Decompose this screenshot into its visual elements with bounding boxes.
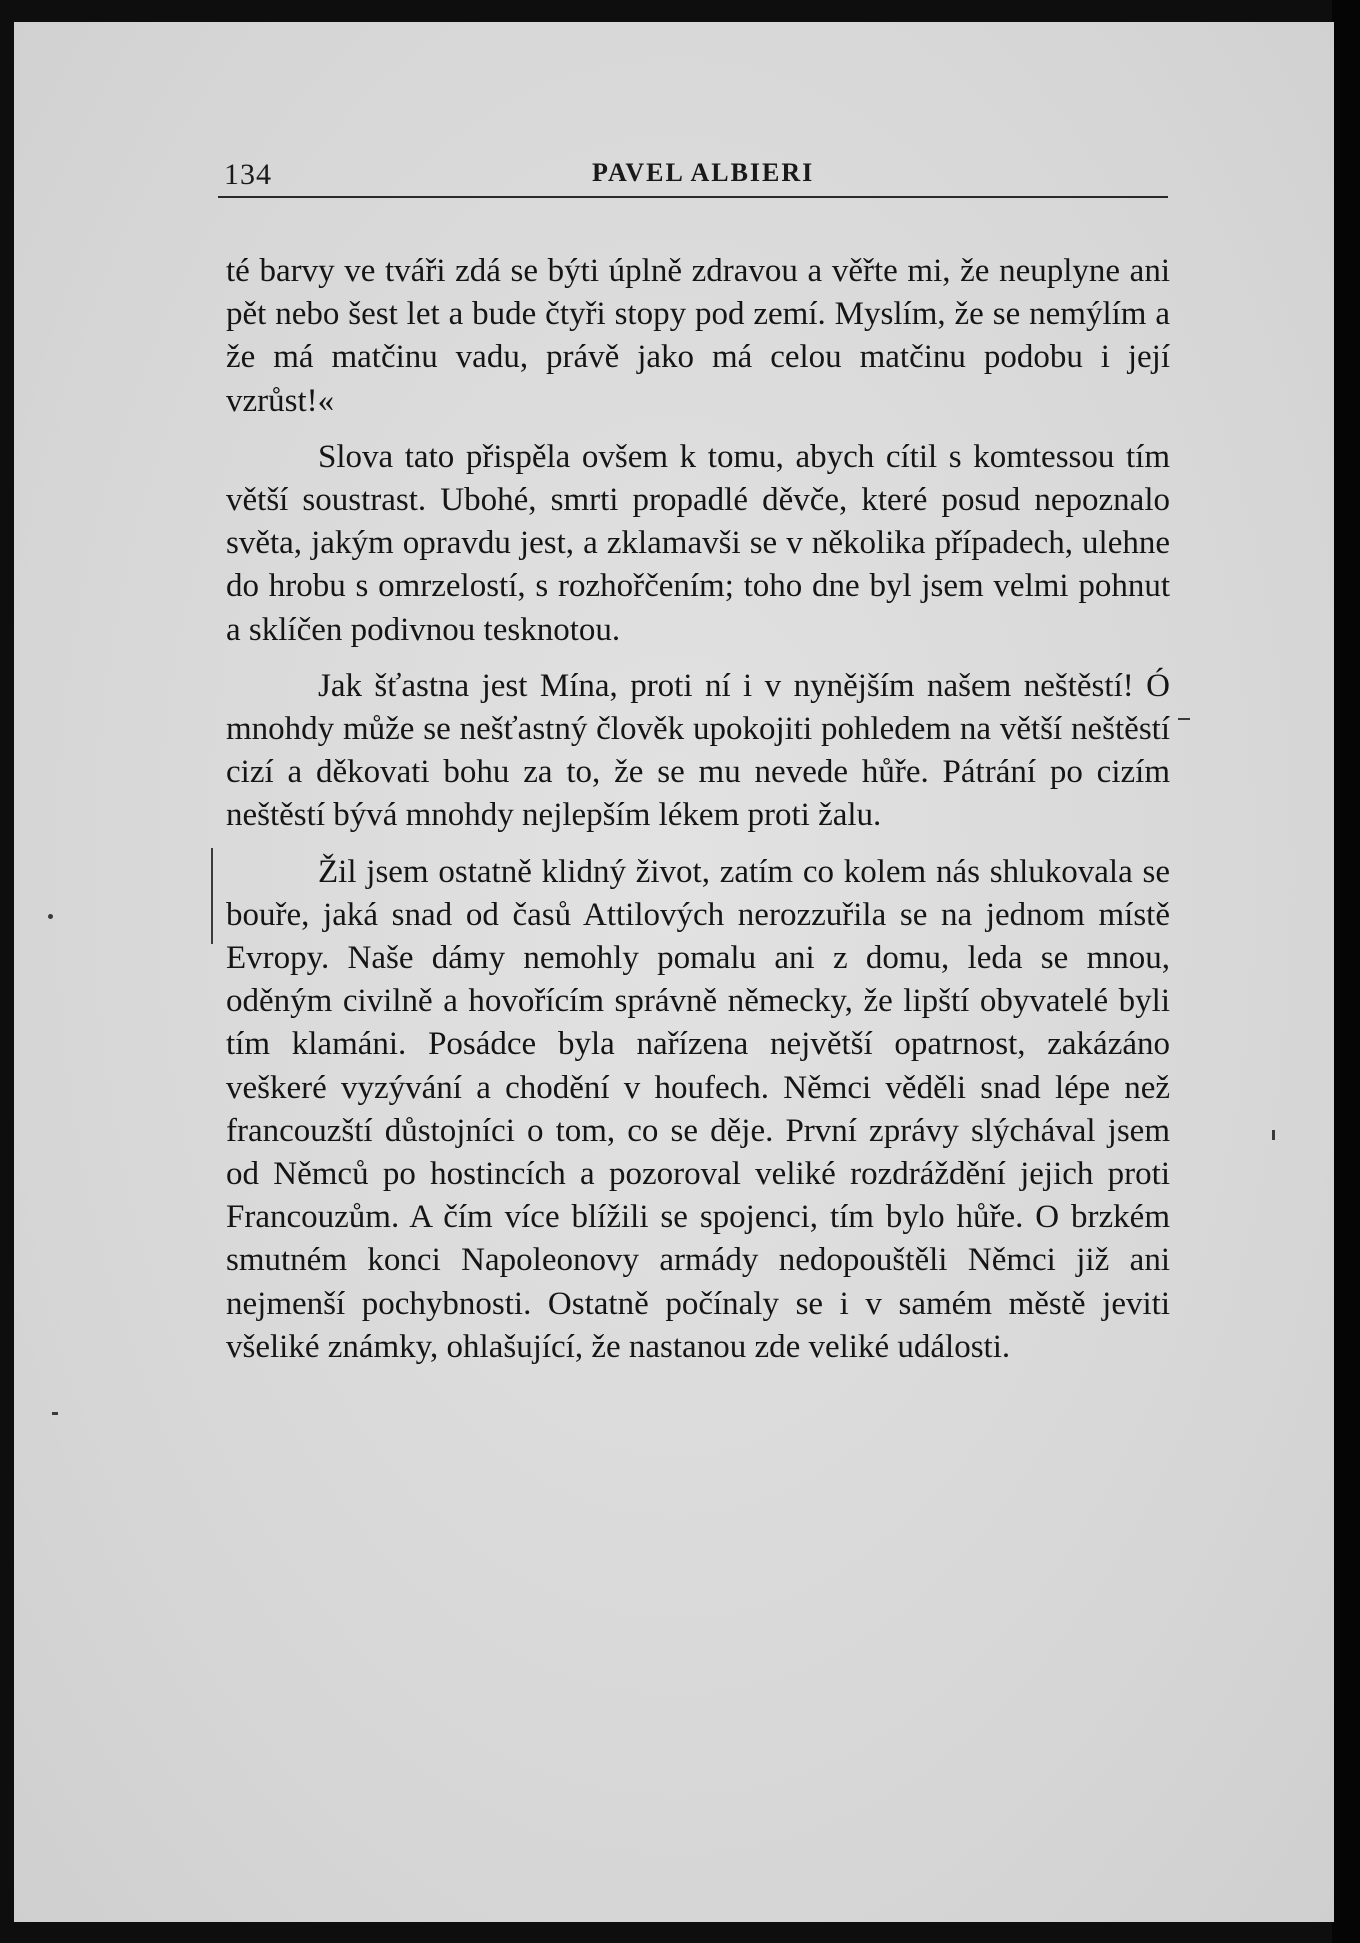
scan-edge	[1332, 0, 1360, 1943]
speck-mark	[1272, 1130, 1275, 1140]
margin-bracket-mark	[211, 848, 213, 944]
paragraph-4: Žil jsem ostatně klidný život, zatím co kolem nás shlukovala se bouře, jaká snad od časů Attilových nerozzuřila se na jednom místě Evropy. Naše dámy nemohly pomalu ani z domu, leda se mnou, oděným civilně a hovořícím správně německy, že lipští obyvatelé byli tím klamáni. Posádce byla nařízena největší opatrnost, zakázáno veškeré vyzývání a chodění v houfech. Němci věděli snad lépe než francouzští důstojníci o tom, co se děje. První zprávy slýchával jsem od Němců po hostincích a pozoroval veliké rozdráždění jejich proti Francouzům. A čím více blížili se spojenci, tím bylo hůře. O brzkém smutném konci Napoleonovy armády nedopouštěli Němci již ani nejmenší pochybnosti. Ostatně počínaly se i v samém městě jeviti všeliké známky, ohlašující, že nastanou zde veliké události.	[226, 853, 1170, 1365]
page-header	[212, 148, 1172, 198]
speck-mark	[52, 1412, 58, 1415]
paragraph-1: té barvy ve tváři zdá se býti úplně zdravou a věřte mi, že neuplyne ani pět nebo šest let a bude čtyři stopy pod zemí. Myslím, že se nemýlím a že má matčinu vadu, právě jako má celou matčinu podobu i její vzrůst!«	[226, 253, 1170, 419]
speck-mark	[48, 914, 53, 919]
paragraph-3: Jak šťastna jest Mína, proti ní i v nynějším našem neštěstí! Ó mnohdy může se nešťastný člověk upokojiti pohledem na větší neštěstí cizí a děkovati bohu za to, že se mu nevede hůře. Pátrání po cizím neštěstí bývá mnohdy nejlepším lékem proti žalu.	[226, 667, 1170, 834]
speck-mark	[1178, 718, 1190, 720]
header-rule	[218, 196, 1168, 198]
paragraph-2: Slova tato přispěla ovšem k tomu, abych cítil s komtessou tím větší soustrast. Ubohé, smrti propadlé děvče, které posud nepoznalo světa, jakým opravdu jest, a zklamavši se v několika případech, ulehne do hrobu s omrzelostí, s rozhořčením; toho dne byl jsem velmi pohnut a sklíčen podivnou tesknotou.	[226, 438, 1170, 648]
page-body	[226, 250, 1170, 1382]
page-number: 134	[224, 158, 272, 191]
running-head: PAVEL ALBIERI	[592, 158, 815, 187]
